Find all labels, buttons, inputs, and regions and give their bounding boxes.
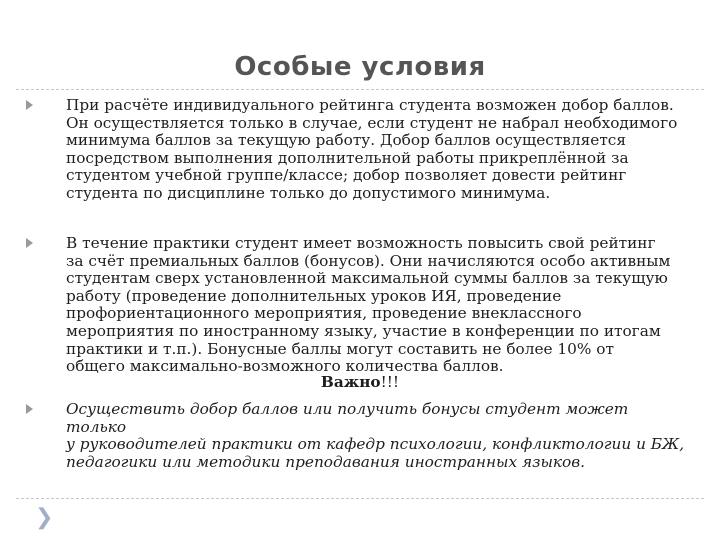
bullet-arrow-icon [26, 404, 33, 414]
important-marks: !!! [380, 373, 400, 391]
top-divider [16, 89, 704, 90]
important-word: Важно [320, 373, 381, 391]
slide-title: Особые условия [234, 52, 486, 82]
bullet-arrow-icon [26, 100, 33, 110]
bullet-arrow-icon [26, 238, 33, 248]
important-note [0, 374, 720, 392]
chevron-right-icon[interactable]: ❯ [35, 505, 54, 530]
paragraph-supervisors: Осуществить добор баллов или получить бонусы студент может только у руководителей практики от кафедр психологии, конфликтологии и БЖ, педагогики или методики преподавания иностранных языков. [66, 400, 685, 471]
bottom-divider [16, 498, 704, 499]
paragraph-rating-makeup: При расчёте индивидуального рейтинга студента возможен добор баллов. Он осуществляется только в случае, если студент не набрал необходимого минимума баллов за текущую работу. Добор баллов осуществляется посредством выполнения дополнительной работы прикреплённой за студентом учебной группе/классе; добор позволяет довести рейтинг студента по дисциплине только до допустимого минимума. [66, 96, 678, 202]
paragraph-bonus-points: В течение практики студент имеет возможность повысить свой рейтинг за счёт премиальных баллов (бонусов). Они начисляются особо активным студентам сверх установленной максимальной суммы баллов за текущую работу (проведение дополнительных уроков ИЯ, проведение профориентационного мероприятия, проведение внеклассного мероприятия по иностранному языку, участие в конференции по итогам практики и т.п.). Бонусные баллы могут составить не более 10% от общего максимально-возможного количества баллов. [66, 234, 671, 376]
